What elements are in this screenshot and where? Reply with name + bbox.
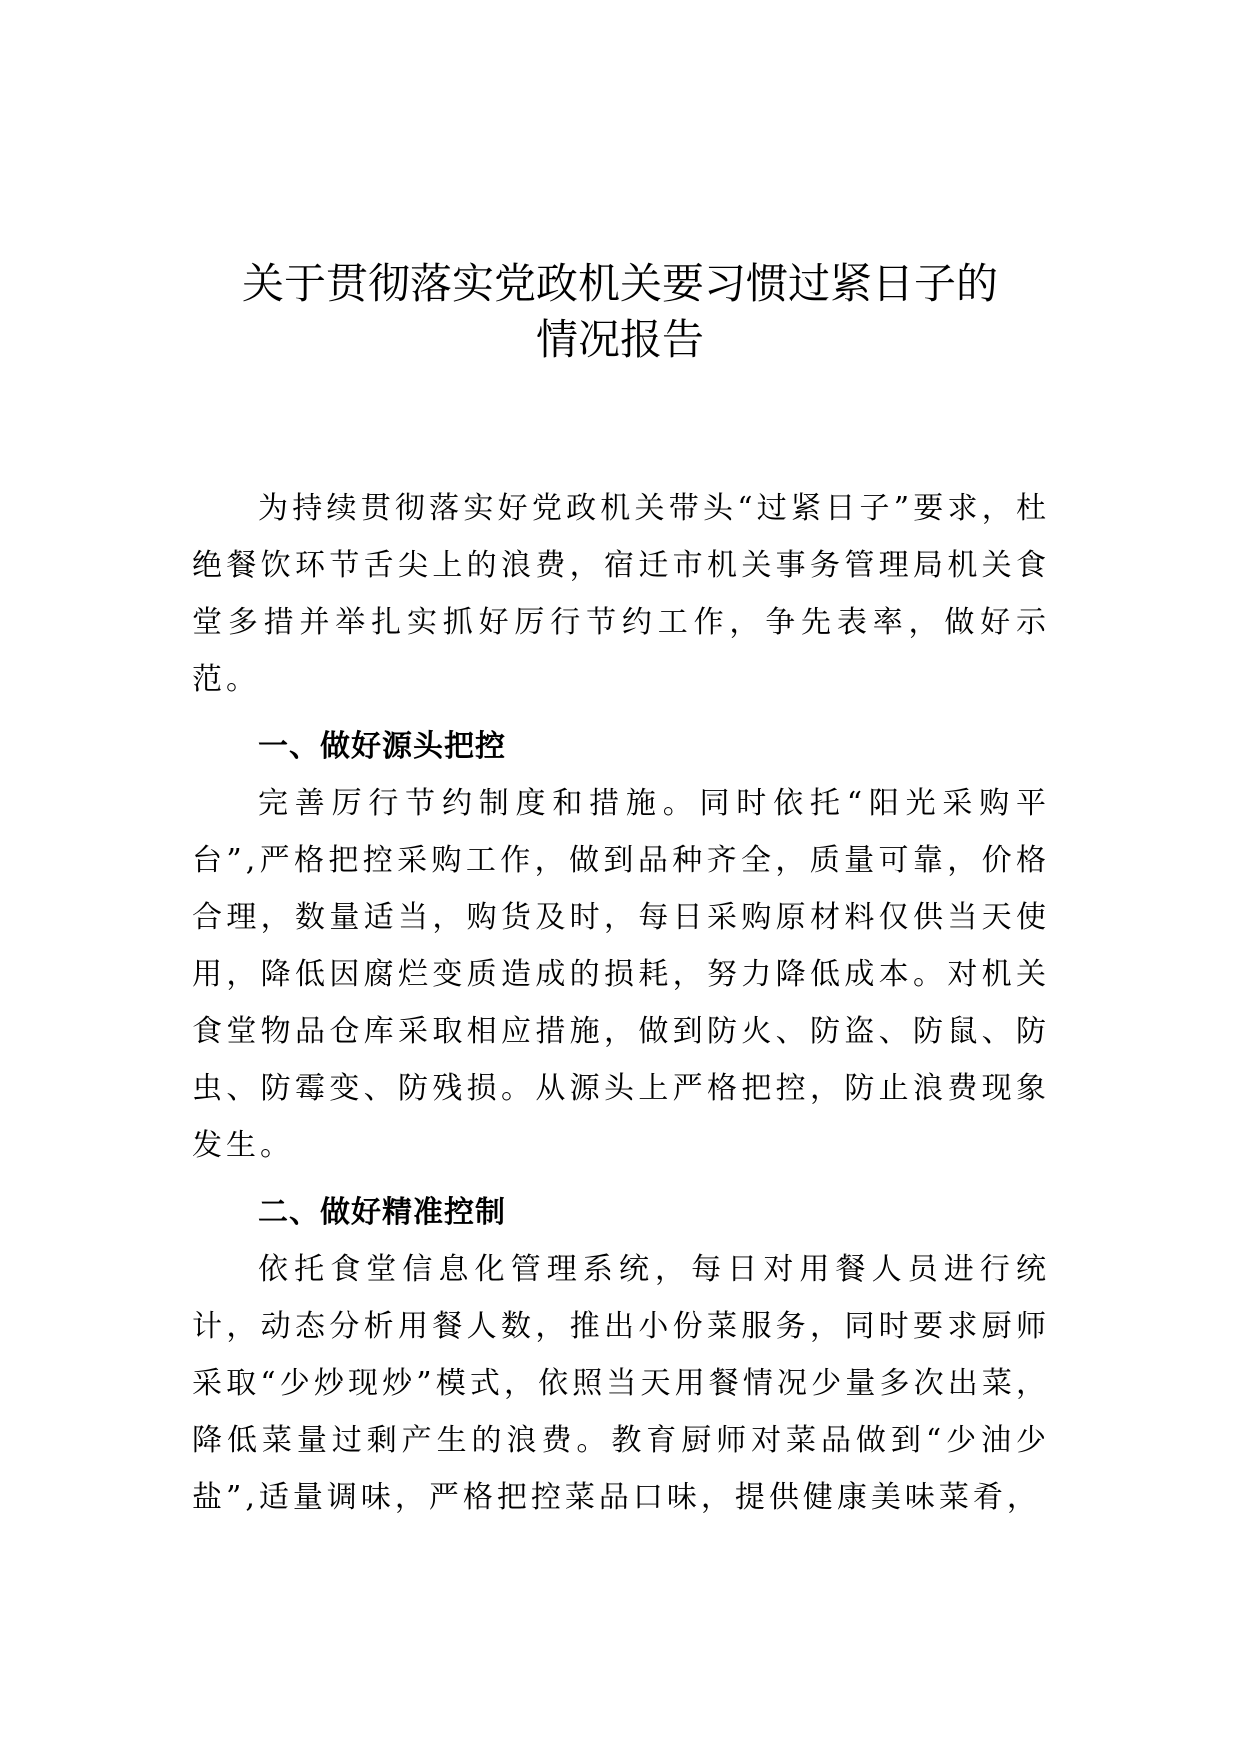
title-line-1: 关于贯彻落实党政机关要习惯过紧日子的 [241,259,998,308]
title-line-2: 情况报告 [535,315,704,364]
section-1-paragraph: 完善厉行节约制度和措施。同时依托“阳光采购平台”,严格把控采购工作，做到品种齐全，质量可靠，价格合理，数量适当，购货及时，每日采购原材料仅供当天使用，降低因腐烂变质造成的损耗，努力降低成本。对机关食堂物品仓库采取相应措施，做到防火、防盗、防鼠、防虫、防霉变、防残损。从源头上严格把控，防止浪费现象发生。 [192,786,1050,1163]
document-title [0,256,1240,368]
section-2-heading: 二、做好精准控制 [258,1195,506,1230]
section-1-heading: 一、做好源头把控 [258,729,506,764]
document-body [192,480,1050,1526]
intro-paragraph: 为持续贯彻落实好党政机关带头“过紧日子”要求，杜绝餐饮环节舌尖上的浪费，宿迁市机关事务管理局机关食堂多措并举扎实抓好厉行节约工作，争先表率，做好示范。 [192,491,1050,697]
section-2-paragraph: 依托食堂信息化管理系统，每日对用餐人员进行统计，动态分析用餐人数，推出小份菜服务，同时要求厨师采取“少炒现炒”模式，依照当天用餐情况少量多次出菜，降低菜量过剩产生的浪费。教育厨师对菜品做到“少油少盐”,适量调味，严格把控菜品口味，提供健康美味菜肴， [192,1252,1050,1515]
